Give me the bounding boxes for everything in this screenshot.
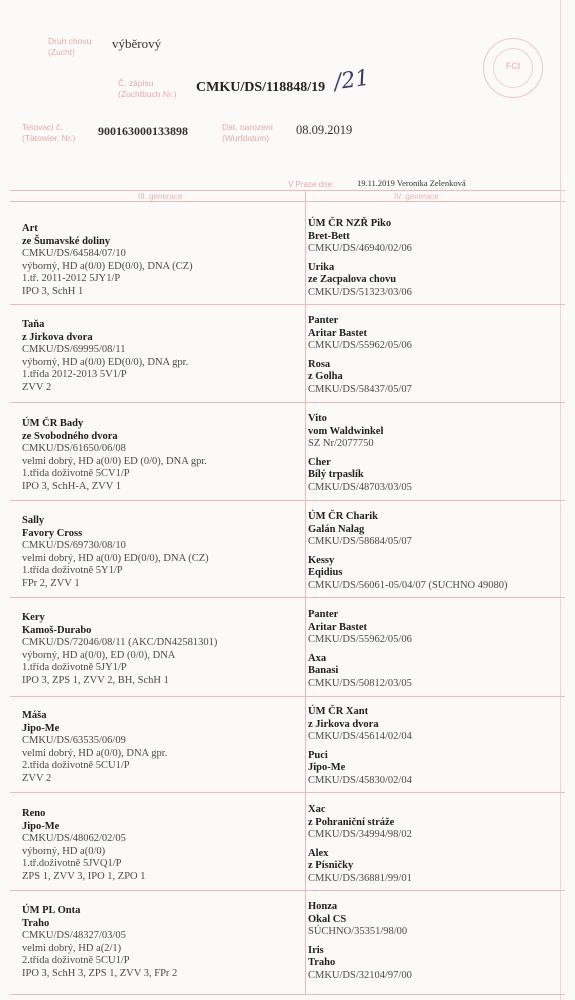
ancestor-entry: Honza Okal CS SÚCHNO/35351/98/00 Iris Traho CMKU/DS/32104/97/00 (308, 901, 412, 981)
tattoo-label: Tetovací č. (Tätowier. Nr.) (22, 122, 76, 143)
ancestor-entry: ÚM ČR Xant z Jirkova dvora CMKU/DS/45614/02/04 Puci Jipo-Me CMKU/DS/45830/02/04 (308, 706, 412, 786)
ancestor-entry: ÚM ČR Bady ze Svobodného dvora CMKU/DS/61650/06/08 velmi dobrý, HD a(0/0) ED (0/0), DNA gpr. 1.třída doživotně 5CV1/P IPO 3, SchH-A, ZVV 1 (22, 418, 207, 492)
column-header-left: III. generace (138, 192, 183, 201)
breed-type-label: Druh chovu (Zucht) (48, 36, 92, 57)
table-bottom-border (10, 994, 565, 995)
ancestor-entry: ÚM ČR NZŘ Piko Bret-Bett CMKU/DS/46940/02/06 Urika ze Zacpalova chovu CMKU/DS/51323/03/06 (308, 218, 412, 298)
ancestor-entry: Xac z Pohraniční stráže CMKU/DS/34994/98/02 Alex z Písničky CMKU/DS/36881/99/01 (308, 804, 412, 884)
studbook-label: Č. zápisu (Zuchtbuch Nr.) (118, 78, 177, 99)
ancestor-entry: Art ze Šumavské doliny CMKU/DS/64584/07/10 výborný, HD a(0/0) ED(0/0), DNA (CZ) 1.tř. 2011-2012 5JY1/P IPO 3, SchH 1 (22, 223, 193, 297)
ancestor-entry: Taňa z Jirkova dvora CMKU/DS/69995/08/11 výborný, HD a(0/0) ED(0/0), DNA gpr. 1.třída 2012-2013 5V1/P ZVV 2 (22, 319, 189, 393)
row-divider (10, 792, 565, 793)
table-top-border (10, 190, 565, 191)
birth-date-value: 08.09.2019 (296, 123, 353, 137)
issued-value: 19.11.2019 Veronika Zelenková (357, 178, 466, 188)
ancestor-entry: Sally Favory Cross CMKU/DS/69730/08/10 velmi dobrý, HD a(0/0) ED(0/0), DNA (CZ) 1.třída doživotně 5Y1/P FPr 2, ZVV 1 (22, 515, 209, 589)
ancestor-entry: Vito vom Waldwinkel SZ Nr/2077750 Cher Bílý trpaslík CMKU/DS/48703/03/05 (308, 413, 412, 493)
issued-label: V Praze dne: (288, 180, 335, 189)
ancestor-entry: Panter Aritar Bastet CMKU/DS/55962/05/06 Rosa z Golha CMKU/DS/58437/05/07 (308, 315, 412, 395)
ancestor-entry: Panter Aritar Bastet CMKU/DS/55962/05/06 Axa Banasi CMKU/DS/50812/03/05 (308, 609, 412, 689)
tattoo-value: 900163000133898 (98, 124, 188, 138)
row-divider (10, 597, 565, 598)
ancestor-entry: Máša Jipo-Me CMKU/DS/63535/06/09 velmi dobrý, HD a(0/0), DNA gpr. 2.třída doživotně 5CU1/P ZVV 2 (22, 710, 168, 784)
ancestor-entry: ÚM PL Onta Traho CMKU/DS/48327/03/05 velmi dobrý, HD a(2/1) 2.třída doživotně 5CU1/P IPO 3, SchH 3, ZPS 1, ZVV 3, FPr 2 (22, 905, 178, 979)
row-divider (10, 304, 565, 305)
row-divider (10, 500, 565, 501)
ancestor-entry: Reno Jipo-Me CMKU/DS/48062/02/05 výborný, HD a(0/0) 1.tř.doživotně 5JVQ1/P ZPS 1, ZVV 3, IPO 1, ZPO 1 (22, 808, 146, 882)
ancestor-entry: ÚM ČR Charik Galán Nalag CMKU/DS/58684/05/07 Kessy Eqidius CMKU/DS/56061-05/04/07 (SUCHNO 49080) (308, 511, 508, 591)
row-divider (10, 696, 565, 697)
column-header-right: IV. generace (394, 192, 439, 201)
ancestor-entry: Kery Kamoš-Durabo CMKU/DS/72046/08/11 (AKC/DN42581301) výborný, HD a(0/0), ED (0/0), DNA 1.třída doživotně 5JY1/P IPO 3, ZPS 1, ZVV 2, BH, SchH 1 (22, 612, 218, 686)
breed-type-value: výběrový (112, 36, 162, 51)
row-divider (10, 402, 565, 403)
row-divider (10, 890, 565, 891)
column-header-border (10, 201, 565, 202)
studbook-number: CMKU/DS/118848/19 (196, 80, 326, 95)
handwritten-year: /21 (332, 65, 371, 96)
birth-date-label: Dat. narození (Wurfdatum) (222, 122, 274, 143)
column-divider (305, 190, 306, 995)
fci-stamp-icon: FCI (483, 38, 543, 98)
